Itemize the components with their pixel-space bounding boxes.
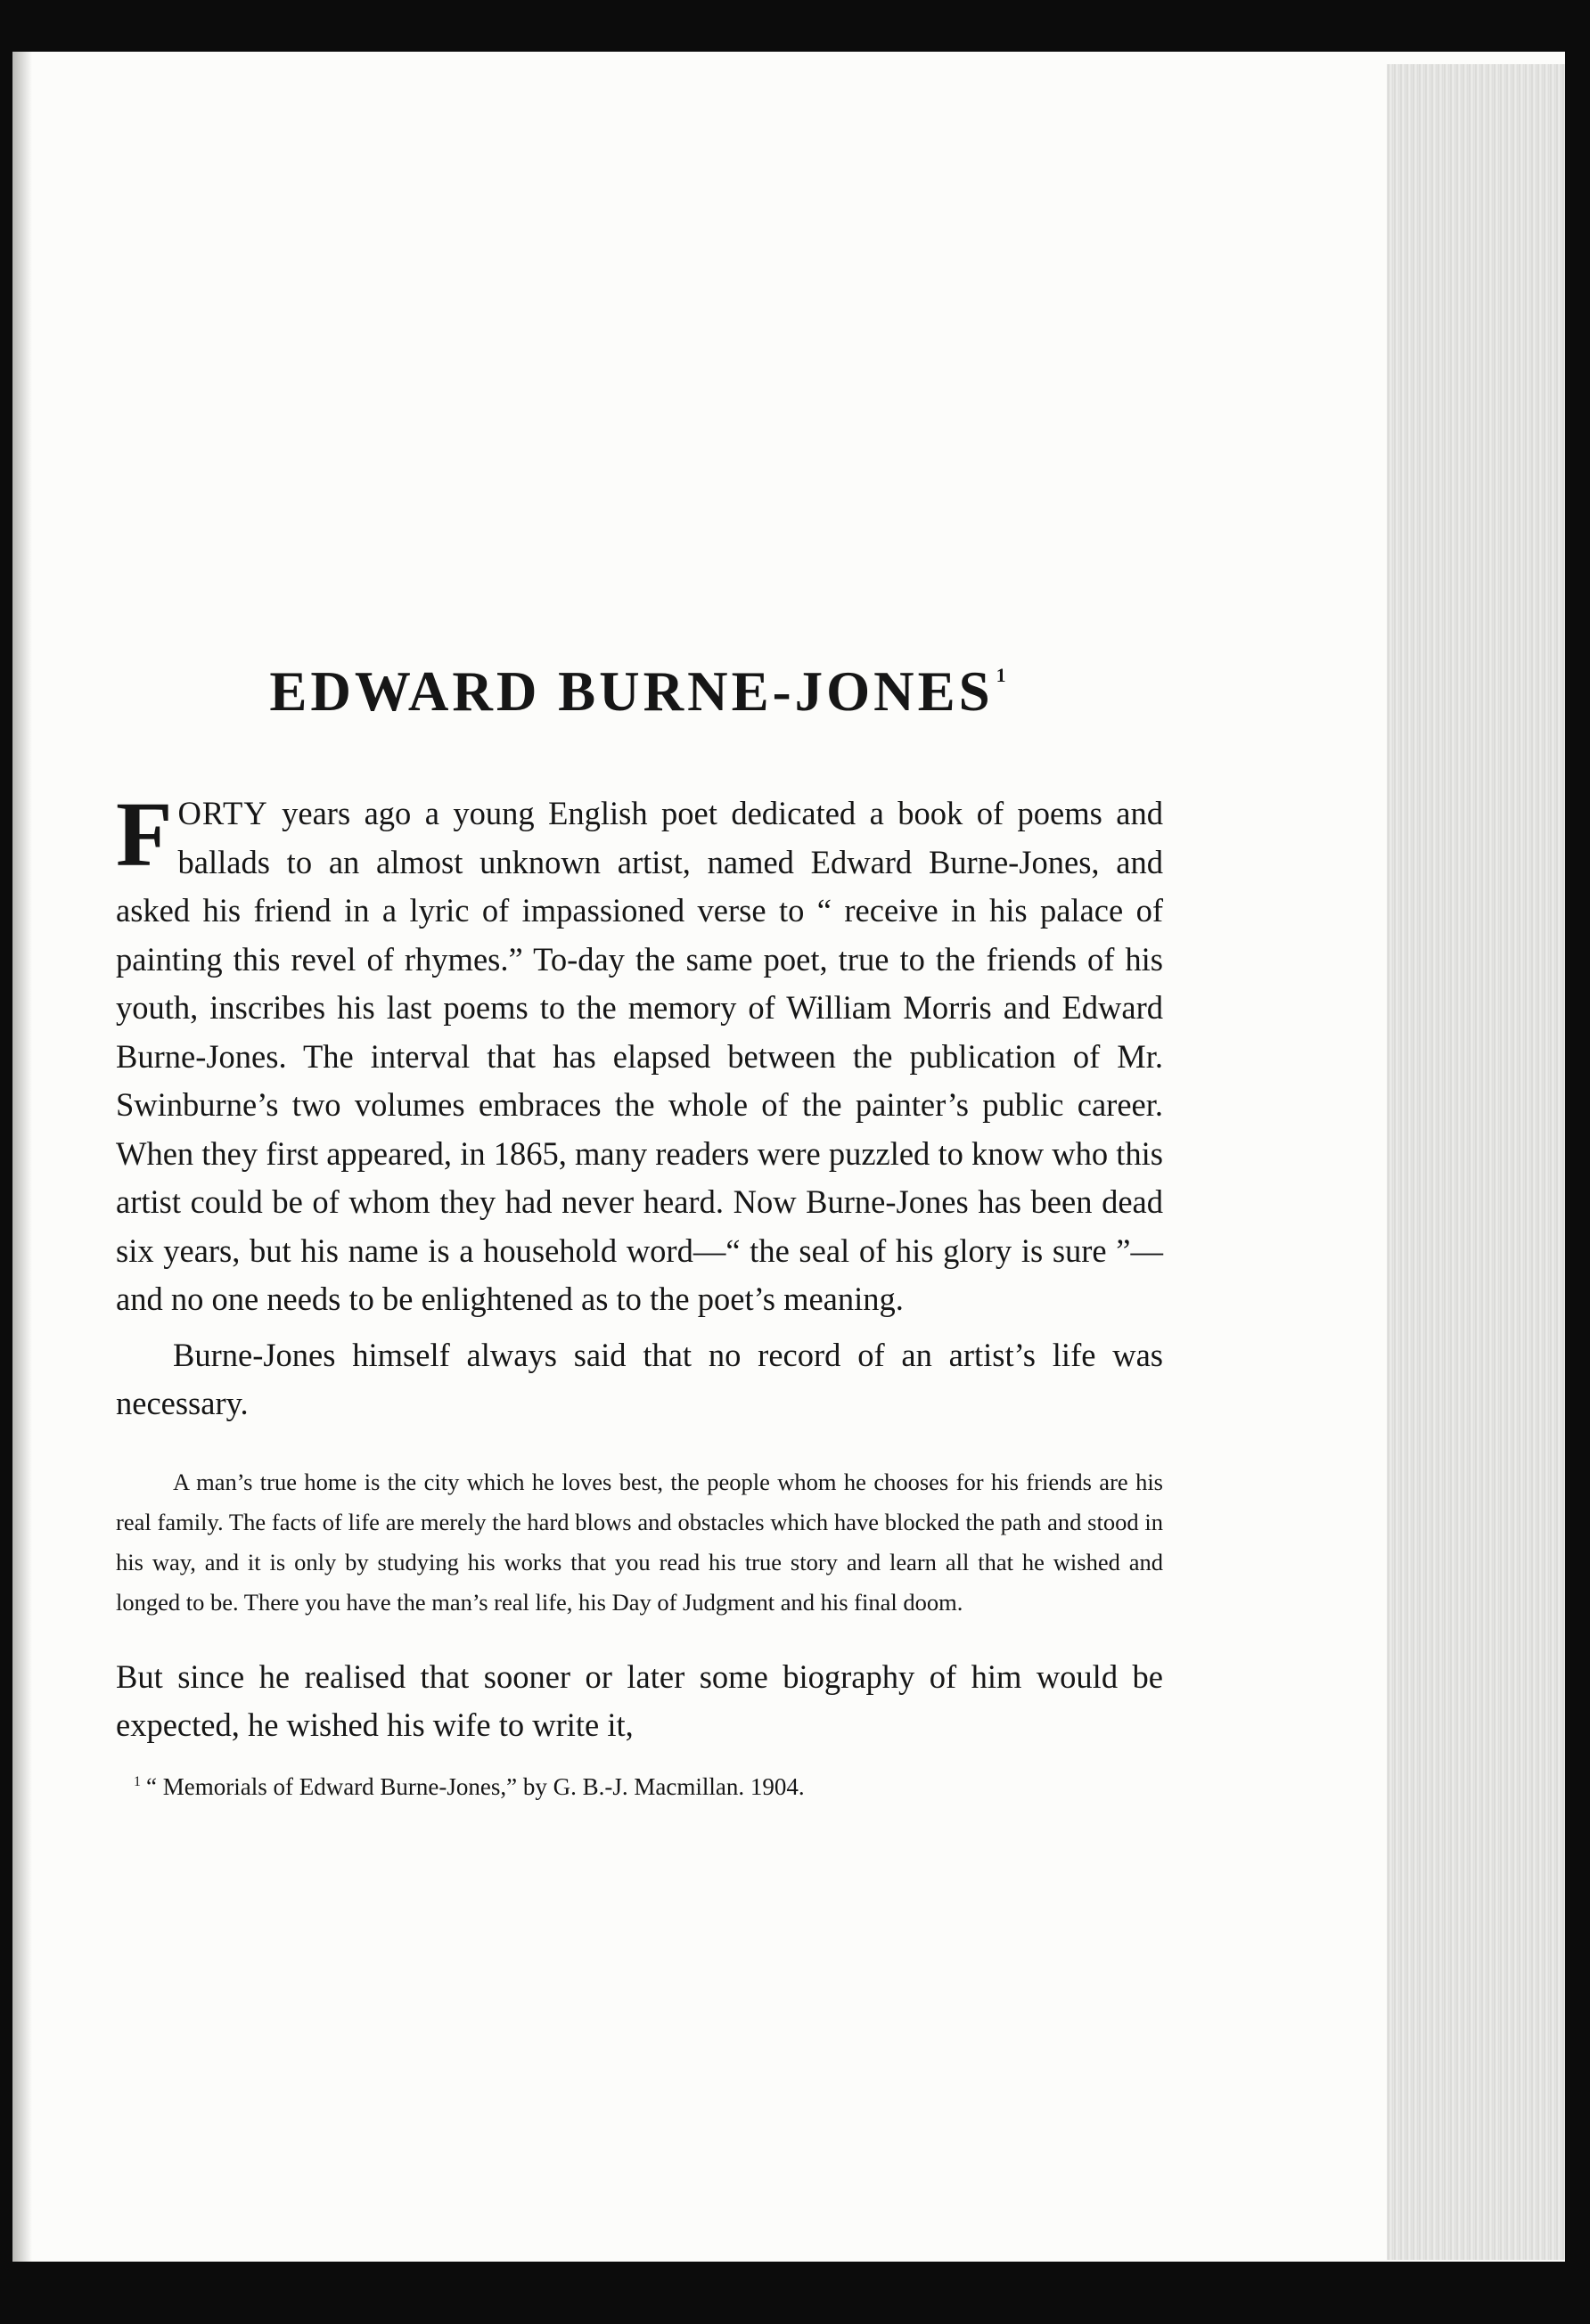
footnote bbox=[116, 1773, 1163, 1801]
lead-caps: ORTY bbox=[177, 795, 268, 831]
footnote-text: “ Memorials of Edward Burne-Jones,” by G. B.-J. Macmillan. 1904. bbox=[146, 1772, 805, 1800]
spine-shadow bbox=[12, 52, 32, 2262]
page-edge bbox=[1387, 64, 1565, 2260]
chapter-title bbox=[116, 660, 1163, 723]
chapter-title-text: EDWARD BURNE-JONES bbox=[269, 660, 994, 723]
block-quote: A man’s true home is the city which he loves best, the people whom he chooses for his friends are his real family. The facts of life are merely the hard blows and obstacles which have blocked the path and stood in his way, and it is only by studying his works that you read his true story and learn all that he wished and longed to be. There you have the man’s real life, his Day of Judgment and his final doom. bbox=[116, 1468, 1163, 1616]
paragraph-3: But since he realised that sooner or later some biography of him would be expected, he wished his wife to write it, bbox=[116, 1657, 1163, 1743]
paragraph-1 bbox=[116, 783, 1163, 1324]
page-content bbox=[116, 660, 1163, 1801]
footnote-marker: 1 bbox=[134, 1773, 141, 1789]
drop-cap: F bbox=[116, 783, 173, 886]
paragraph-2: Burne-Jones himself always said that no record of an artist’s life was necessary. bbox=[116, 1336, 1163, 1421]
paragraph-1-text: years ago a young English poet dedicated a book of poems and ballads to an almost unknown artist, named Edward Burne-Jones, and asked his friend in a lyric of impassioned verse to “ receive in his palace of painting this revel of rhymes.” To-day the same poet, true to the friends of his youth, inscribes his last poems to the memory of William Morris and Edward Burne-Jones. The interval that has elapsed between the publication of Mr. Swinburne’s two volumes embraces the whole of the painter’s public career. When they first appeared, in 1865, many readers were puzzled to know who this artist could be of whom they had never heard. Now Burne-Jones has been dead six years, but his name is a household word—“ the seal of his glory is sure ”—and no one needs to be enlightened as to the poet’s meaning. bbox=[116, 795, 1163, 1317]
title-footnote-marker: 1 bbox=[996, 664, 1010, 686]
